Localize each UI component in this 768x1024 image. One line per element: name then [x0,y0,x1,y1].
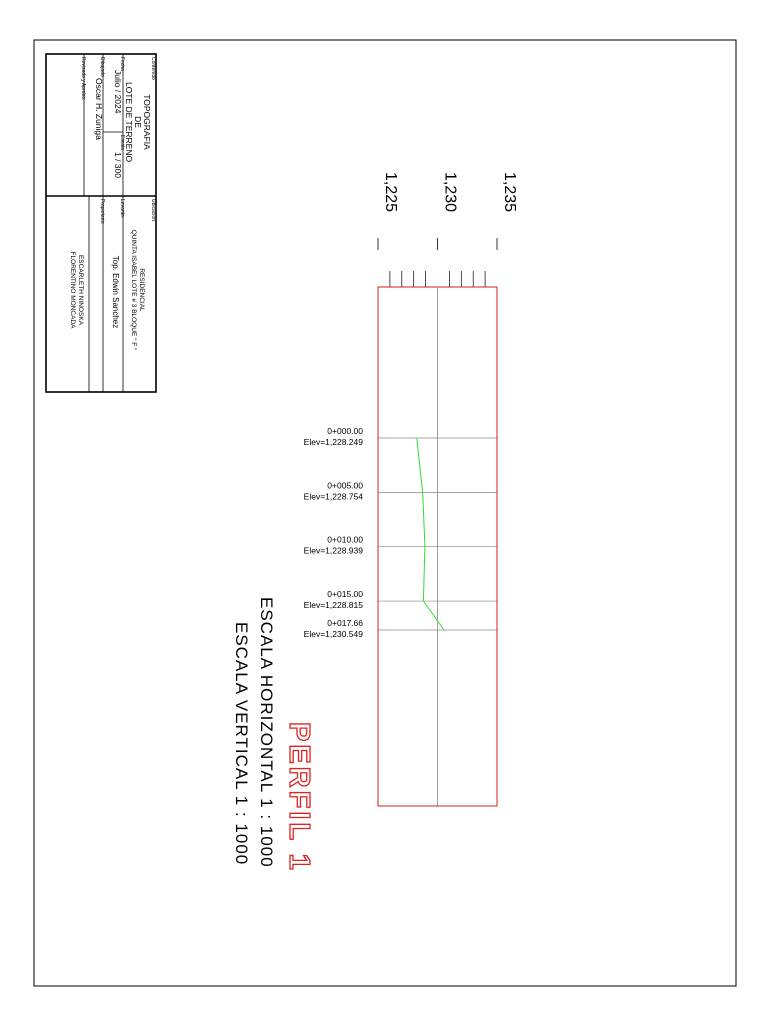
station-elevation-label: Elev=1,228.754 [303,491,363,502]
fecha-label: Fecha [119,57,125,71]
elevation-tick-label: 1,225 [382,172,399,213]
elevation-tick-label: 1,230 [441,172,459,213]
station-elevation-label: Elev=1,228.815 [303,600,363,611]
levanto-label: Levanto: [119,199,125,219]
escala-label: Escala [119,135,125,151]
ubicacion-line-2: QUINTA ISABEL LOTE # 3 BLOQUE " F " [130,229,137,351]
revisado-label: Revisado y Aprobo: [80,57,86,101]
elevation-axis [378,172,518,287]
contenido-label: Contenido [150,57,156,80]
station-labels [304,426,364,639]
contenido-line-1: TOPOGRAFIA [142,94,152,150]
station-elevation-label: Elev=1,228.249 [303,437,363,447]
fecha-value: Julio / 2024 [113,70,123,114]
horizontal-scale-label: ESCALA HORIZONTAL 1 : 1000 [257,597,276,868]
profile-plot [304,172,518,806]
contenido-line-3: LOTE DE TERRENO [124,81,134,163]
dibujado-value: Oscar H. Zuniga [94,78,104,140]
station-chainage-label: 0+015.00 [327,589,363,600]
propietario-label: Propietario: [99,199,105,225]
station-chainage-label: 0+010.00 [327,534,363,545]
vertical-scale-label: ESCALA VERTICAL 1 : 1000 [232,622,251,866]
dibujado-label: Dibujado [99,57,105,77]
propietario-line-1: ESCARLETH NINOSKA [77,254,84,326]
station-elevation-label: Elev=1,230.549 [303,628,363,639]
propietario-line-2: FLORENTINO MONCADA [69,251,76,329]
station-chainage-label: 0+017.66 [327,617,363,628]
profile-title: PERFIL 1 [283,722,315,873]
station-chainage-label: 0+000.00 [327,426,363,436]
contenido-line-2: DE [133,116,143,128]
escala-value: 1 / 300 [113,152,123,178]
station-chainage-label: 0+005.00 [327,480,363,491]
ubicacion-line-1: RESIDENCIAL [138,268,145,312]
ubicacion-label: Ubicacion: [150,199,156,223]
levanto-value: Top. Edwin Sanchez [111,255,120,329]
elevation-tick-label: 1,235 [501,172,518,213]
title-block [46,54,156,392]
station-elevation-label: Elev=1,228.939 [303,545,363,556]
